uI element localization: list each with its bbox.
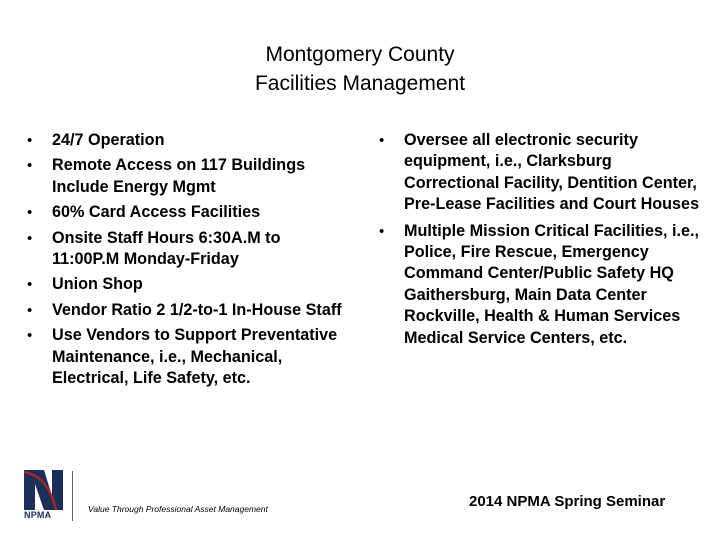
bullet-marker: •	[379, 222, 385, 240]
bullet-marker: •	[27, 327, 33, 345]
list-item	[24, 228, 344, 271]
list-item	[24, 202, 344, 223]
title-line-2: Facilities Management	[254, 72, 466, 95]
bullet-marker: •	[27, 132, 33, 149]
bullet-marker: •	[27, 157, 33, 175]
bullet-marker: •	[27, 276, 33, 294]
list-item-text: Use Vendors to Support Preventative Maintenance, i.e., Mechanical, Electrical, Life Safety, etc.	[52, 326, 338, 388]
right-bullet-list	[376, 130, 706, 349]
list-item	[24, 274, 344, 295]
list-item-text: Multiple Mission Critical Facilities, i.e., Police, Fire Rescue, Emergency Command Center/Public Safety HQ Gaithersburg, Main Data Center Rockville, Health & Human Services Medical Service Centers, etc.	[404, 221, 700, 347]
logo-text: NPMA	[24, 510, 52, 520]
list-item-text: Remote Access on 117 Buildings Include Energy Mgmt	[52, 156, 306, 196]
slide-title	[0, 40, 720, 98]
right-column	[376, 130, 706, 354]
left-bullet-list	[24, 130, 344, 389]
title-line-1: Montgomery County	[265, 43, 455, 66]
bullet-marker: •	[27, 301, 33, 319]
list-item-text: Onsite Staff Hours 6:30A.M to 11:00P.M Monday-Friday	[52, 228, 281, 269]
list-item	[24, 325, 344, 389]
list-item	[24, 130, 344, 151]
list-item	[24, 300, 344, 321]
list-item-text: Union Shop	[52, 275, 143, 294]
list-item-text: Oversee all electronic security equipment, i.e., Clarksburg Correctional Facility, Dentition Center, Pre-Lease Facilities and Court Houses	[404, 131, 700, 214]
list-item-text: Vendor Ratio 2 1/2-to-1 In-House Staff	[52, 300, 342, 319]
bullet-marker: •	[27, 229, 33, 247]
list-item	[376, 221, 706, 349]
list-item	[376, 130, 706, 216]
footer-tagline: Value Through Professional Asset Management	[88, 504, 268, 514]
bullet-marker: •	[379, 132, 385, 149]
footer-divider	[72, 471, 73, 521]
list-item-text: 24/7 Operation	[52, 131, 165, 149]
bullet-marker: •	[27, 204, 33, 222]
footer-seminar-title: 2014 NPMA Spring Seminar	[469, 493, 666, 510]
list-item-text: 60% Card Access Facilities	[52, 203, 261, 222]
left-column	[24, 130, 344, 393]
list-item	[24, 155, 344, 198]
